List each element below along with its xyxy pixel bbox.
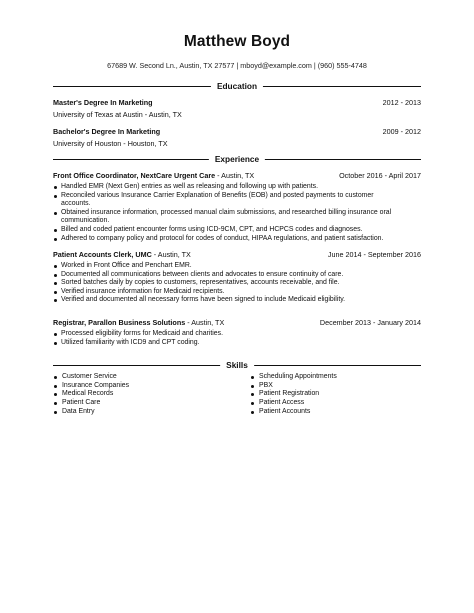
skill-item: Patient Registration — [250, 390, 337, 399]
section-title: Experience — [209, 154, 265, 164]
candidate-name: Matthew Boyd — [183, 33, 291, 50]
list-item: Reconciled various Insurance Carrier Explanation of Benefits (EOB) and posted payments to customer accounts. — [53, 192, 393, 209]
list-item: Verified insurance information for Medicaid recipients. — [53, 288, 393, 297]
job-heading — [53, 318, 224, 327]
list-item: Worked in Front Office and Penchart EMR. — [53, 262, 393, 271]
education-section-header — [53, 81, 421, 93]
job-title: Front Office Coordinator, NextCare Urgent Care — [53, 171, 216, 180]
contact-line: 67689 W. Second Ln., Austin, TX 27577 | mboyd@example.com | (960) 555-4748 — [107, 61, 367, 70]
job-location: - Austin, TX — [185, 318, 225, 327]
skill-item: Customer Service — [53, 373, 129, 382]
school-name: University of Houston - Houston, TX — [53, 139, 168, 148]
skill-item: Patient Access — [250, 399, 337, 408]
job-dates: October 2016 - April 2017 — [339, 171, 421, 180]
education-dates: 2012 - 2013 — [382, 98, 421, 107]
job-location: - Austin, TX — [215, 171, 255, 180]
job-location: - Austin, TX — [151, 250, 191, 259]
job-dates: December 2013 - January 2014 — [319, 318, 421, 327]
section-title: Education — [211, 81, 263, 91]
degree-title: Master's Degree In Marketing — [53, 98, 153, 107]
list-item: Documented all communications between clients and advocates to ensure continuity of care. — [53, 271, 393, 280]
job-title: Patient Accounts Clerk, UMC — [53, 250, 152, 259]
skill-item: Data Entry — [53, 408, 129, 417]
skills-section-header — [53, 360, 421, 372]
section-title: Skills — [220, 360, 254, 370]
school-name: University of Texas at Austin - Austin, TX — [53, 110, 182, 119]
list-item: Billed and coded patient encounter forms using ICD-9CM, CPT, and HCPCS codes and diagnoses. — [53, 226, 393, 235]
skill-item: Insurance Companies — [53, 382, 129, 391]
list-item: Handled EMR (Next Gen) entries as well as releasing and following up with patients. — [53, 183, 393, 192]
experience-section-header — [53, 154, 421, 166]
skill-item: Medical Records — [53, 390, 129, 399]
list-item: Utilized familiarity with ICD9 and CPT coding. — [53, 339, 393, 348]
skill-item: Patient Care — [53, 399, 129, 408]
job-bullets — [53, 262, 393, 305]
job-dates: June 2014 - September 2016 — [327, 250, 421, 259]
list-item: Adhered to company policy and protocol for codes of conduct, HIPAA regulations, and patient satisfaction. — [53, 235, 393, 244]
skill-item: Patient Accounts — [250, 408, 337, 417]
list-item: Obtained insurance information, processed manual claim submissions, and researched billing insurance oral communication. — [53, 209, 393, 226]
skills-list-left — [53, 373, 129, 417]
job-heading — [53, 250, 191, 259]
job-title: Registrar, Parallon Business Solutions — [53, 318, 186, 327]
degree-title: Bachelor's Degree In Marketing — [53, 127, 161, 136]
job-heading — [53, 171, 254, 180]
list-item: Sorted batches daily by copies to customers, representatives, accounts receivable, and file. — [53, 279, 393, 288]
job-bullets — [53, 183, 393, 243]
list-item: Processed eligibility forms for Medicaid and charities. — [53, 330, 393, 339]
skill-item: Scheduling Appointments — [250, 373, 337, 382]
skills-list-right — [250, 373, 337, 417]
list-item: Verified and documented all necessary forms have been signed to include Medicaid eligibility. — [53, 296, 393, 305]
skill-item: PBX — [250, 382, 337, 391]
education-dates: 2009 - 2012 — [382, 127, 421, 136]
job-bullets — [53, 330, 393, 347]
